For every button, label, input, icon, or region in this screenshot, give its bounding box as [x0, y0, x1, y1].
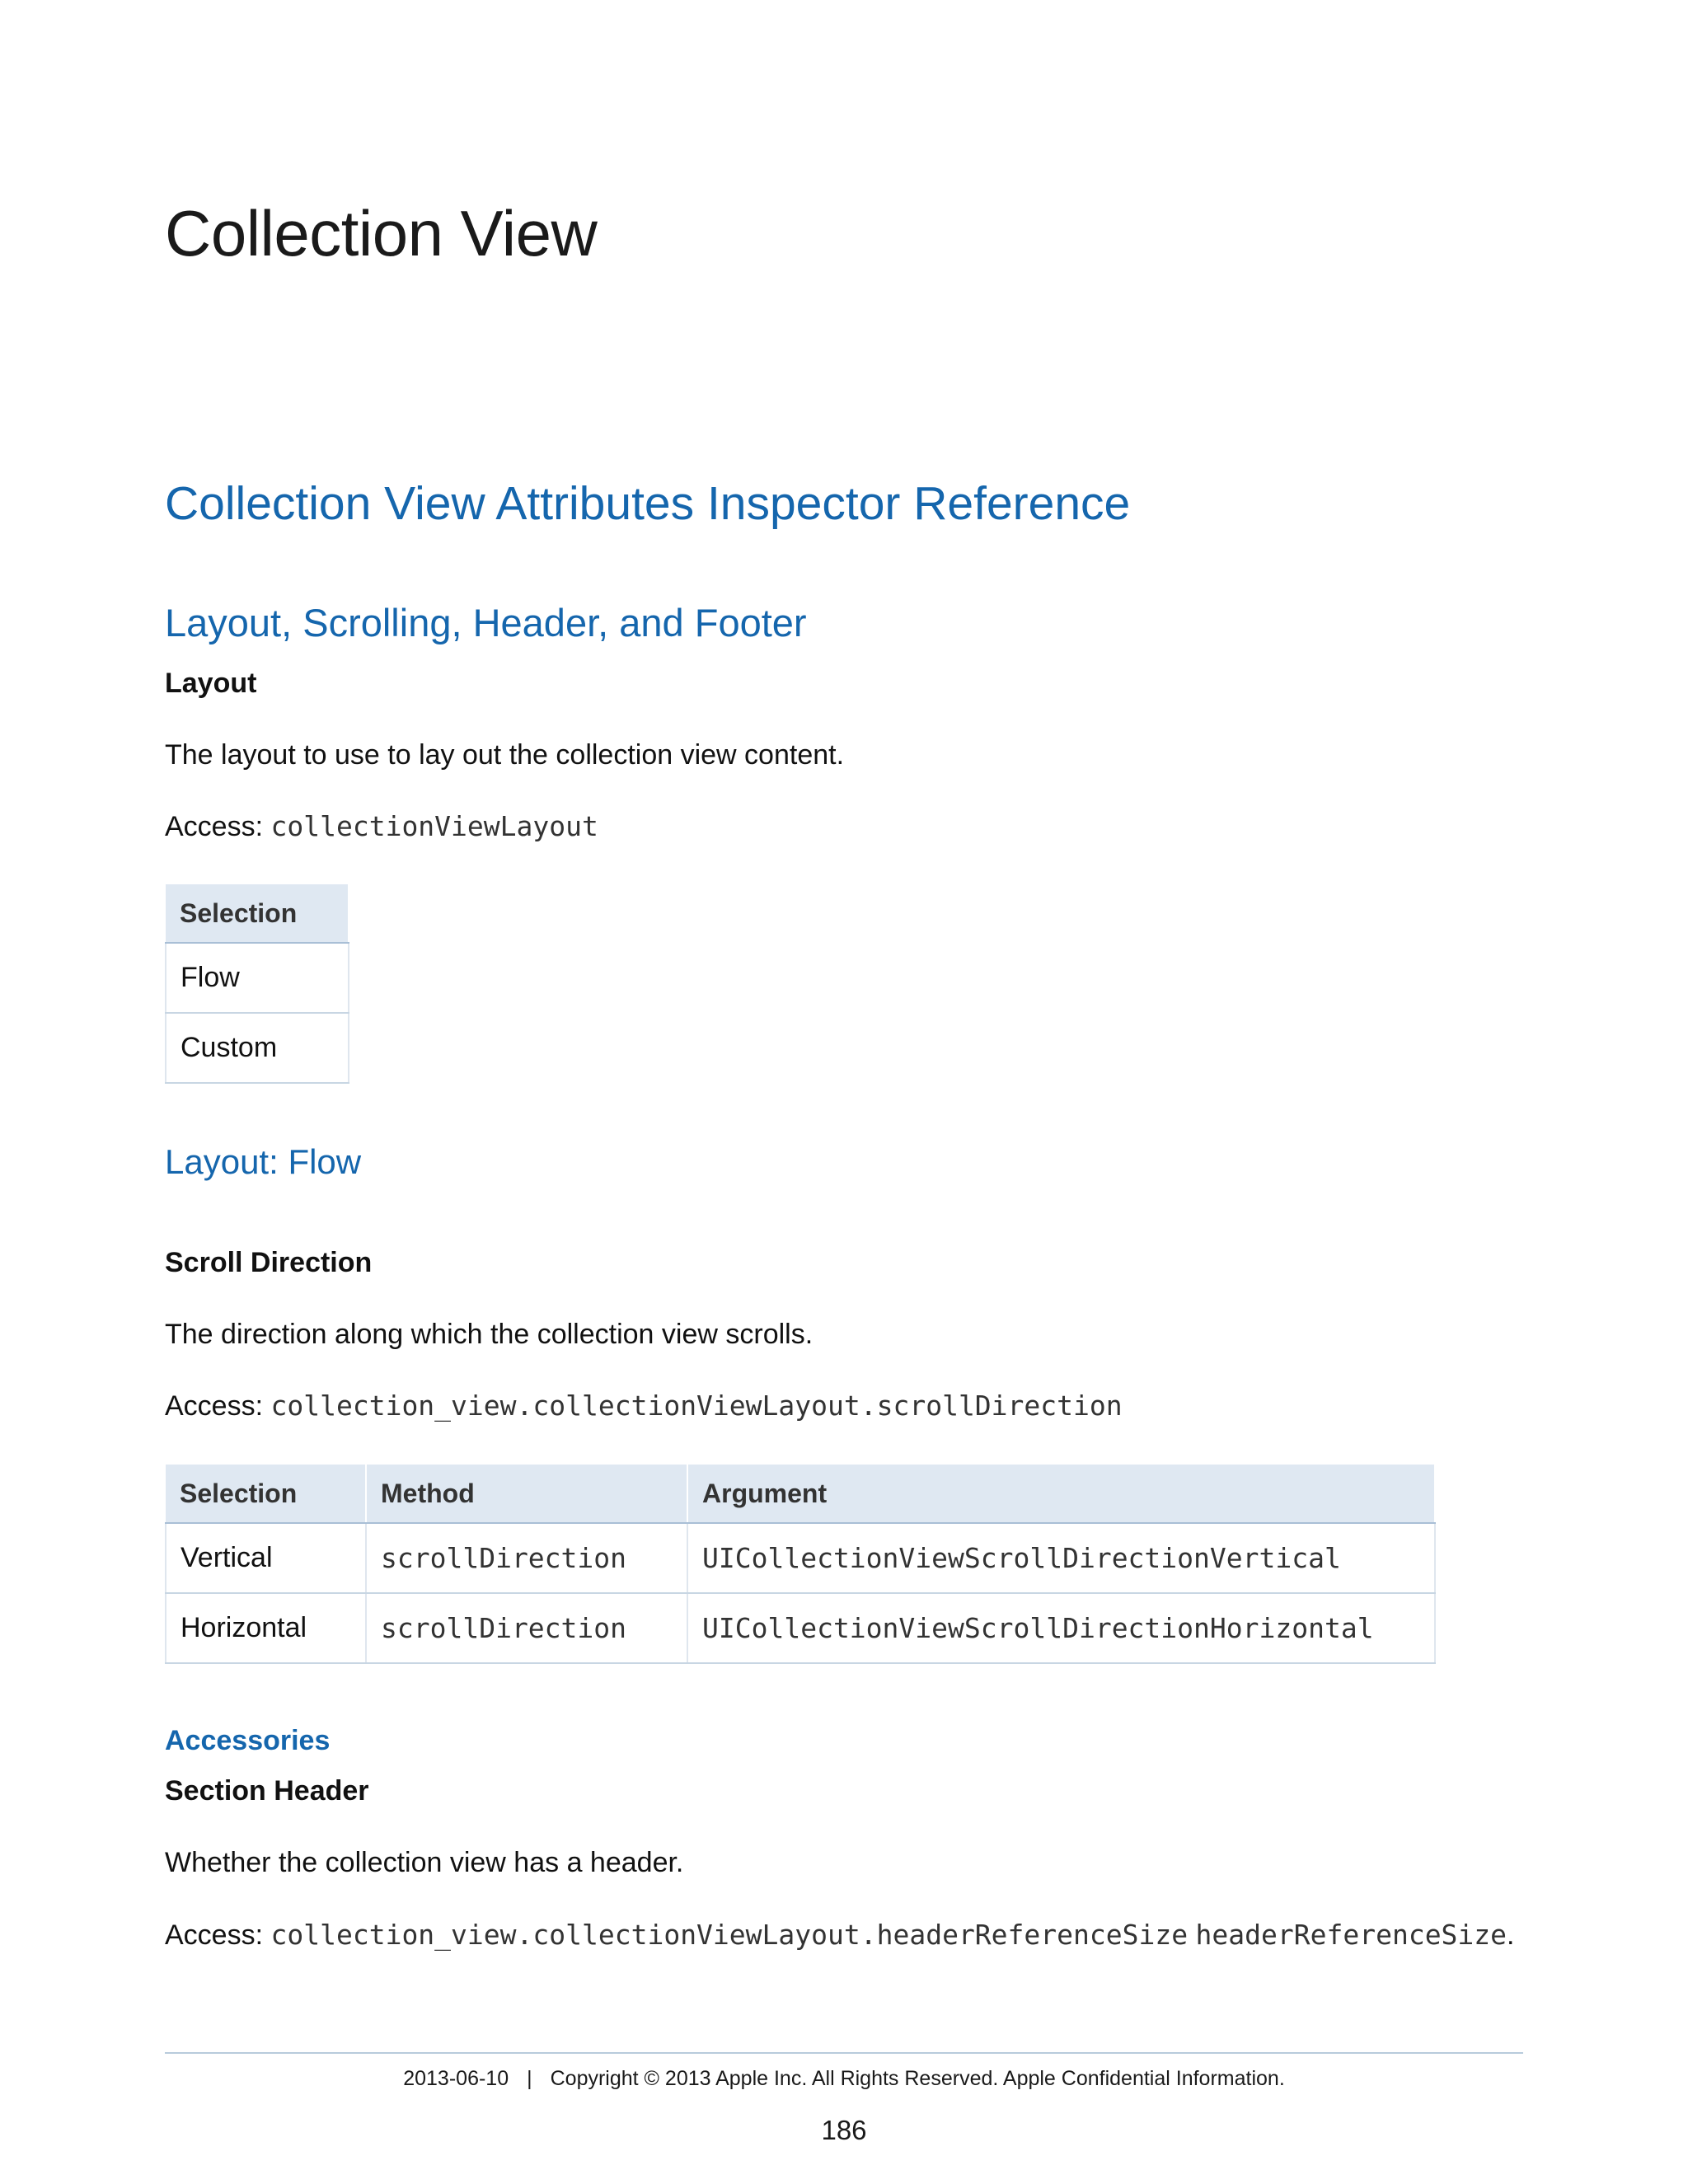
table-cell: scrollDirection — [366, 1523, 687, 1593]
access-code-secondary: headerReferenceSize — [1195, 1919, 1507, 1951]
table-header: Argument — [687, 1465, 1435, 1523]
footer-date: 2013-06-10 — [403, 2067, 509, 2090]
access-code: collection_view.collectionViewLayout.scrollDirection — [270, 1390, 1123, 1422]
subsection-title-flow: Layout: Flow — [165, 1142, 362, 1181]
access-code: collectionViewLayout — [270, 810, 598, 842]
table-cell: scrollDirection — [366, 1593, 687, 1663]
footer-separator: | — [527, 2067, 532, 2090]
access-code: collection_view.collectionViewLayout.headerReferenceSize — [270, 1919, 1189, 1951]
table-header: Selection — [166, 1465, 366, 1523]
description-scroll-direction: The direction along which the collection view scrolls. — [165, 1319, 814, 1350]
subsection-title-accessories: Accessories — [165, 1725, 331, 1756]
table-row — [166, 1013, 349, 1083]
access-label: Access: — [165, 1919, 264, 1951]
table-header: Method — [366, 1465, 687, 1523]
section-title: Collection View Attributes Inspector Reference — [165, 477, 1131, 530]
term-layout: Layout — [165, 668, 257, 699]
table-cell: UICollectionViewScrollDirectionHorizontal — [687, 1593, 1435, 1663]
table-cell: Flow — [166, 943, 349, 1013]
scroll-direction-table — [165, 1465, 1436, 1664]
subsection-title-layout: Layout, Scrolling, Header, and Footer — [165, 601, 807, 644]
access-line-layout — [165, 810, 598, 843]
access-label: Access: — [165, 811, 264, 842]
access-period: . — [1507, 1919, 1515, 1951]
description-layout: The layout to use to lay out the collection view content. — [165, 739, 845, 771]
chapter-title: Collection View — [165, 197, 598, 269]
table-row — [166, 1523, 1435, 1593]
access-line-scroll-direction — [165, 1390, 1123, 1422]
page-number: 186 — [821, 2115, 867, 2145]
footer-divider — [165, 2052, 1523, 2054]
footer — [0, 2067, 1688, 2091]
table-header: Selection — [166, 884, 349, 943]
table-cell: Custom — [166, 1013, 349, 1083]
access-label: Access: — [165, 1390, 264, 1422]
table-cell: Vertical — [166, 1523, 366, 1593]
term-scroll-direction: Scroll Direction — [165, 1247, 373, 1278]
table-row — [166, 943, 349, 1013]
term-section-header: Section Header — [165, 1775, 369, 1807]
layout-selection-table — [165, 884, 349, 1084]
access-line-section-header — [165, 1919, 1515, 1952]
table-cell: UICollectionViewScrollDirectionVertical — [687, 1523, 1435, 1593]
description-section-header: Whether the collection view has a header. — [165, 1847, 684, 1878]
table-cell: Horizontal — [166, 1593, 366, 1663]
footer-copyright: Copyright © 2013 Apple Inc. All Rights Reserved. Apple Confidential Information. — [550, 2067, 1285, 2090]
table-row — [166, 1593, 1435, 1663]
